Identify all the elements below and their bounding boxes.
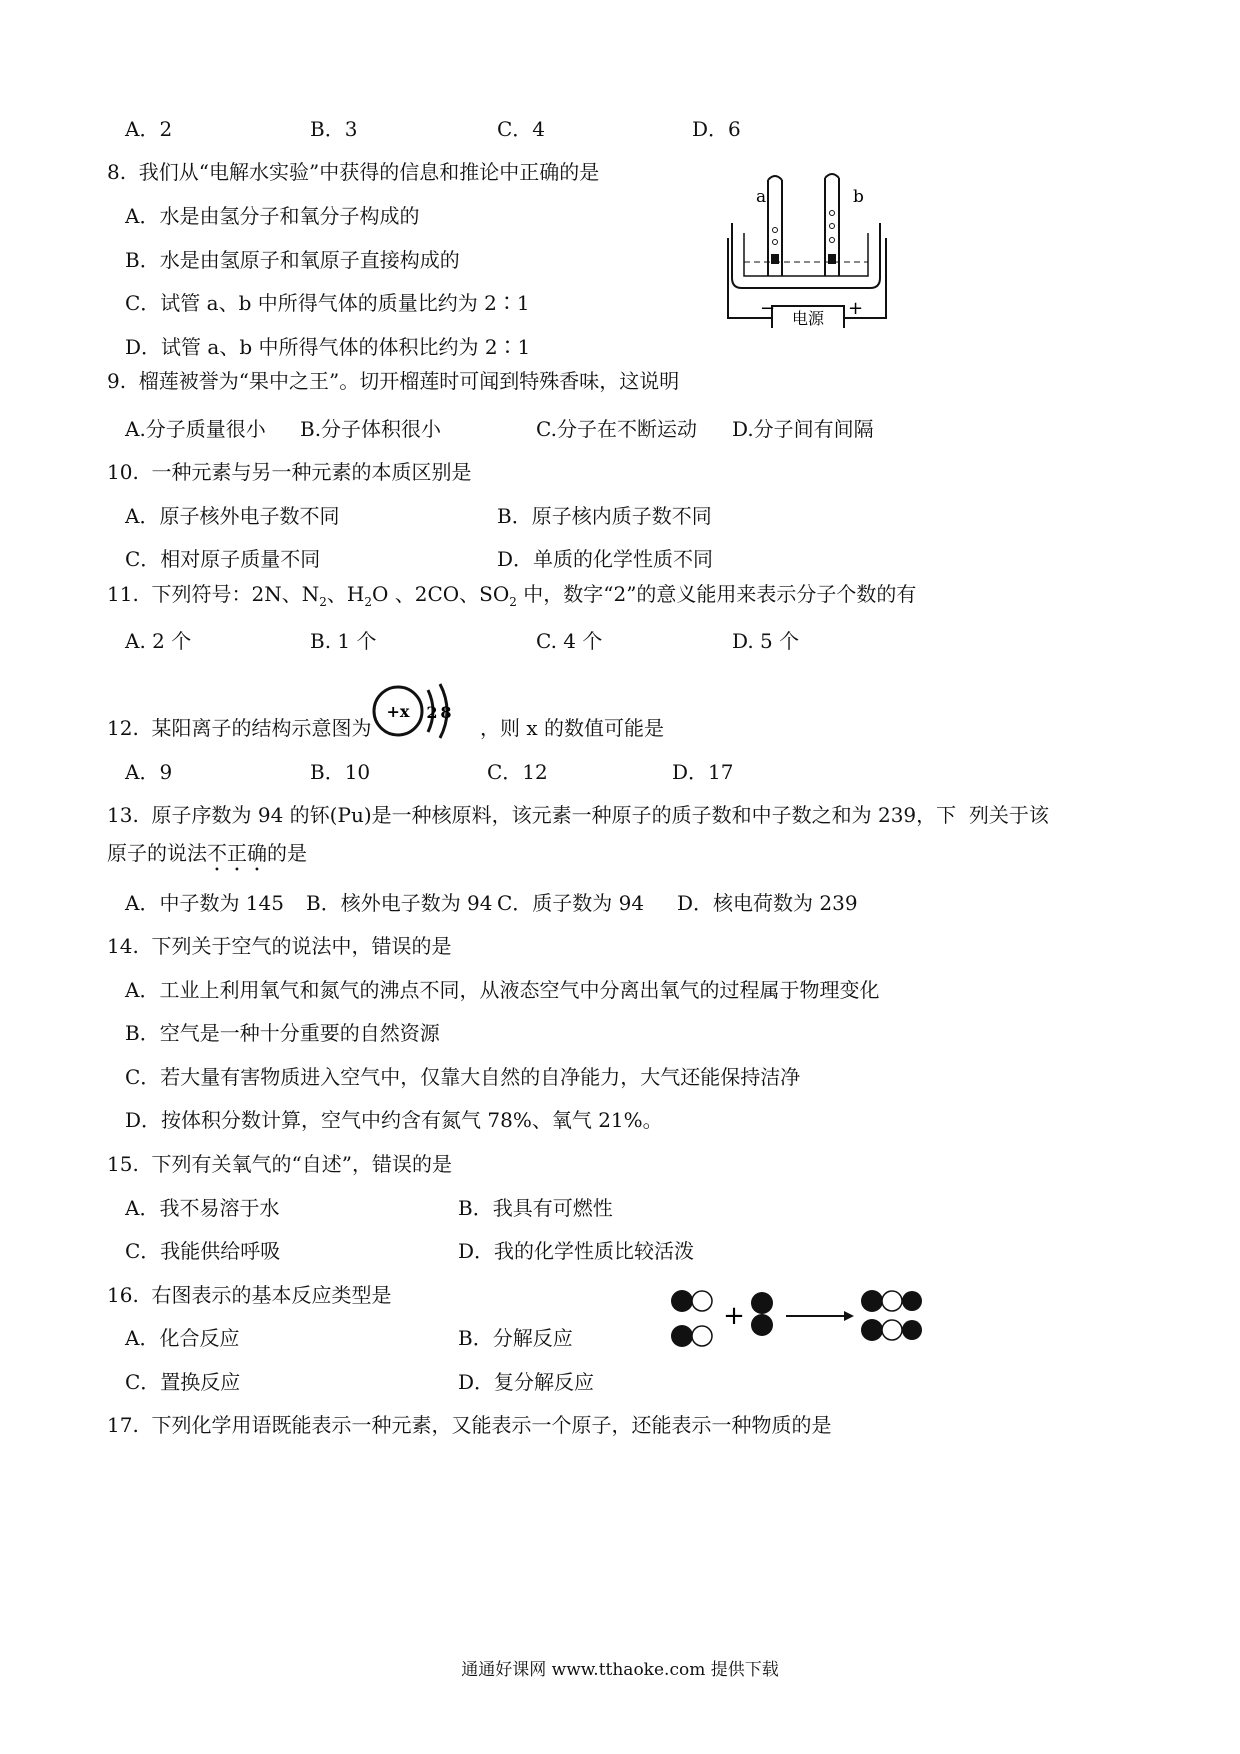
q11-option-c: C. 4 个 [536, 629, 603, 653]
q14-option-b: B．空气是一种十分重要的自然资源 [125, 1021, 440, 1045]
nucleus-label: +x [386, 702, 410, 721]
q13-line2: 原子的说法不正确的是 [107, 841, 307, 865]
ion-structure-diagram [366, 676, 466, 746]
q15-option-b: B．我具有可燃性 [458, 1196, 613, 1220]
q7-option-a: A．2 [125, 117, 173, 141]
plus-sign: + [848, 298, 864, 319]
q14-option-a: A．工业上利用氧气和氮气的沸点不同，从液态空气中分离出氧气的过程属于物理变化 [125, 978, 880, 1002]
q10-option-b: B．原子核内质子数不同 [497, 504, 712, 528]
q16-option-a: A．化合反应 [125, 1326, 240, 1350]
q9-option-d: D.分子间有间隔 [732, 417, 874, 441]
q7-option-c: C．4 [497, 117, 546, 141]
q8-option-b: B．水是由氢原子和氧原子直接构成的 [125, 248, 460, 272]
q16-option-c: C．置换反应 [125, 1370, 241, 1394]
q14-stem: 14. 下列关于空气的说法中，错误的是 [107, 934, 452, 958]
q9-option-b: B.分子体积很小 [300, 417, 442, 441]
q13-option-d: D．核电荷数为 239 [677, 891, 858, 915]
q10-option-a: A．原子核外电子数不同 [125, 504, 340, 528]
q15-option-c: C．我能供给呼吸 [125, 1239, 281, 1263]
q7-option-d: D．6 [692, 117, 741, 141]
reaction-plus: + [723, 1301, 745, 1331]
q13-option-c: C．质子数为 94 [497, 891, 645, 915]
q17-stem: 17. 下列化学用语既能表示一种元素，又能表示一个原子，还能表示一种物质的是 [107, 1413, 832, 1437]
q14-option-c: C．若大量有害物质进入空气中，仅靠大自然的自净能力，大气还能保持洁净 [125, 1065, 801, 1089]
q12-stem-before: 12. 某阳离子的结构示意图为 [107, 716, 372, 740]
q15-stem: 15. 下列有关氧气的“自述”，错误的是 [107, 1152, 452, 1176]
q8-option-d: D．试管 a、b 中所得气体的体积比约为 2∶1 [125, 335, 531, 359]
q16-stem: 16. 右图表示的基本反应类型是 [107, 1283, 392, 1307]
q13-option-b: B．核外电子数为 94 [306, 891, 493, 915]
tube-a-label: a [756, 187, 767, 207]
shell1-electrons: 2 [426, 703, 438, 722]
q15-option-a: A．我不易溶于水 [125, 1196, 280, 1220]
q8-stem: 8. 我们从“电解水实验”中获得的信息和推论中正确的是 [107, 160, 600, 184]
q11-option-d: D. 5 个 [732, 629, 800, 653]
q16-option-b: B．分解反应 [458, 1326, 573, 1350]
power-source-label: 电源 [791, 309, 825, 328]
shell2-electrons: 8 [440, 703, 452, 722]
page-footer: 通通好课网 www.tthaoke.com 提供下载 [461, 1660, 779, 1680]
q12-option-b: B．10 [310, 760, 371, 784]
q11-option-b: B. 1 个 [310, 629, 377, 653]
electrolysis-apparatus-figure [720, 168, 900, 328]
q12-stem-after: ，则 x 的数值可能是 [480, 716, 664, 740]
q15-option-d: D．我的化学性质比较活泼 [458, 1239, 695, 1263]
q9-option-a: A.分子质量很小 [125, 417, 266, 441]
reaction-model-figure [662, 1286, 932, 1366]
q8-option-c: C．试管 a、b 中所得气体的质量比约为 2∶1 [125, 291, 530, 315]
q12-option-a: A．9 [125, 760, 173, 784]
q8-option-a: A．水是由氢分子和氧分子构成的 [125, 204, 420, 228]
q13-line1: 13. 原子序数为 94 的钚(Pu)是一种核原料，该元素一种原子的质子数和中子数之和为 239，下 列关于该 [107, 803, 1049, 827]
tube-b-label: b [853, 187, 864, 207]
q10-stem: 10. 一种元素与另一种元素的本质区别是 [107, 460, 472, 484]
q13-option-a: A．中子数为 145 [125, 891, 284, 915]
q10-option-c: C．相对原子质量不同 [125, 547, 321, 571]
q11-option-a: A. 2 个 [125, 629, 192, 653]
emphasis-not-correct: 不正确 [207, 841, 267, 865]
q10-option-d: D．单质的化学性质不同 [497, 547, 714, 571]
q12-option-d: D．17 [672, 760, 734, 784]
q12-option-c: C．12 [487, 760, 548, 784]
q9-stem: 9. 榴莲被誉为“果中之王”。切开榴莲时可闻到特殊香味，这说明 [107, 369, 680, 393]
minus-sign: − [760, 298, 776, 319]
q11-stem: 11. 下列符号：2N、$N_2$、$H_2O$ 、2CO、$SO_2$ 中，数字“2”的意义能用来表示分子个数的有 [107, 582, 917, 609]
q9-option-c: C.分子在不断运动 [536, 417, 697, 441]
q7-option-b: B．3 [310, 117, 358, 141]
q16-option-d: D．复分解反应 [458, 1370, 595, 1394]
q14-option-d: D．按体积分数计算，空气中约含有氮气 78%、氧气 21%。 [125, 1108, 663, 1132]
